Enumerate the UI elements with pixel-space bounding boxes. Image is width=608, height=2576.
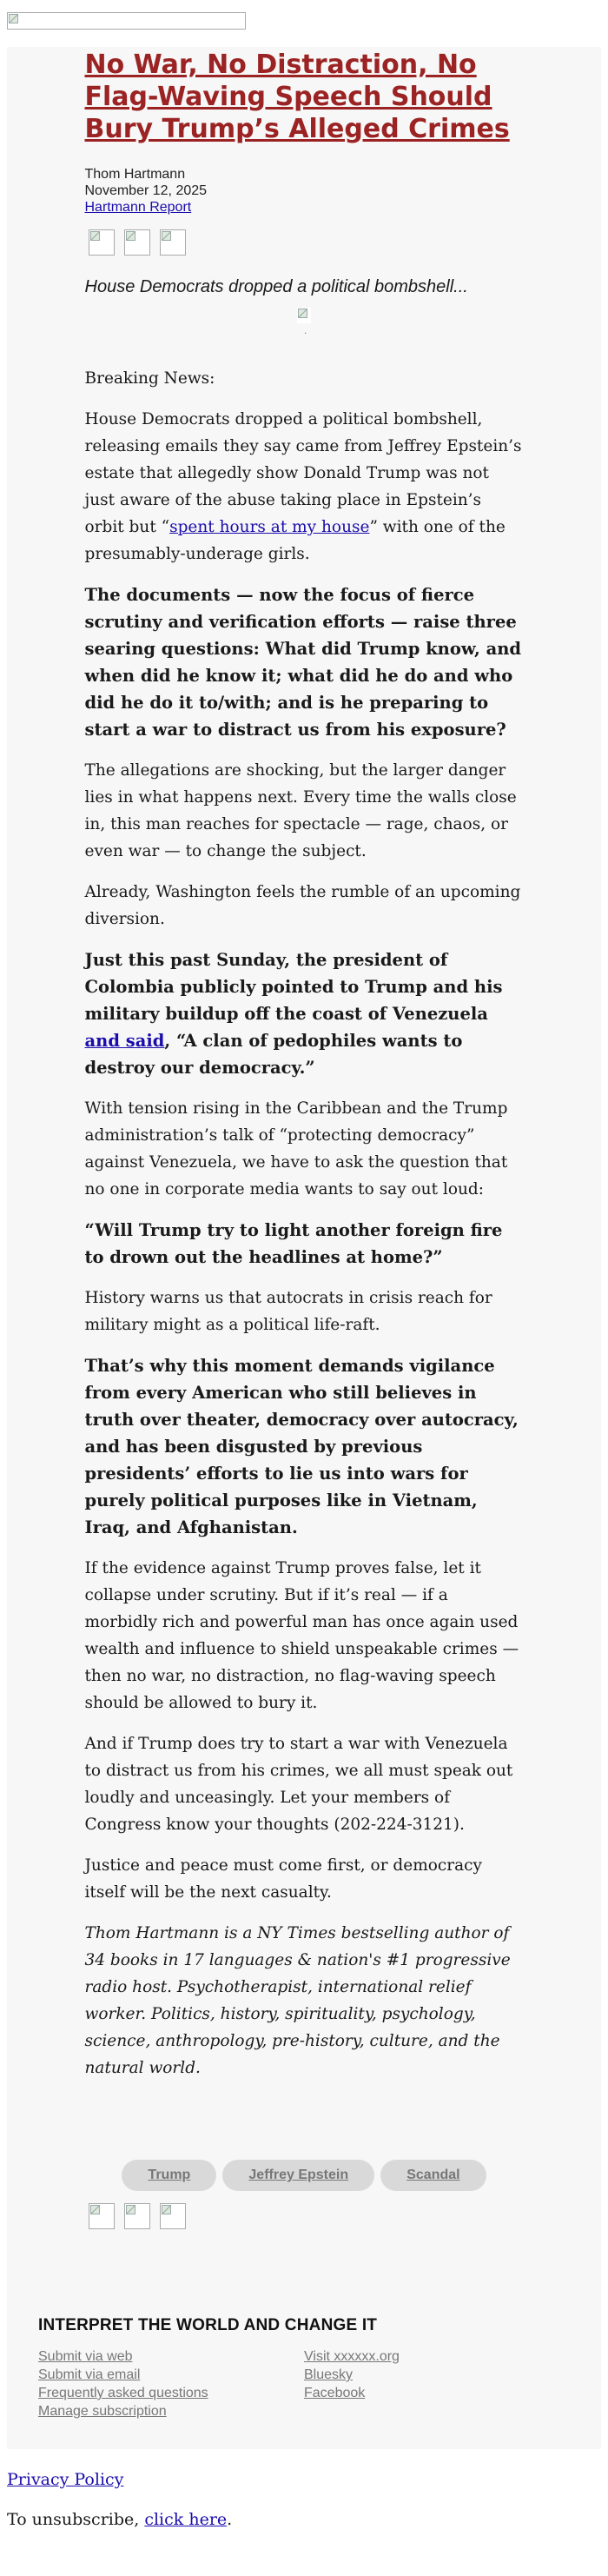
share-email-icon[interactable]: [160, 229, 186, 256]
paragraph: Already, Washington feels the rumble of an upcoming diversion.: [84, 883, 521, 928]
tag-list: [7, 2160, 601, 2191]
article-title-link[interactable]: No War, No Distraction, No Flag-Waving Speech Should Bury Trump’s Alleged Crimes: [84, 50, 510, 144]
paragraph: That’s why this moment demands vigilance from every American who still believes in truth over theater, democracy over autocracy, and has been disgusted by previous presidents’ efforts to lie us into wars for purely political purposes like in Vietnam, Iraq, and Afghanistan.: [84, 1356, 519, 1537]
tag-scandal[interactable]: Scandal: [380, 2160, 486, 2191]
broken-image-icon: [297, 308, 311, 323]
text-span: House Democrats dropped a political bombshell, releasing emails they say came from Jeffrey Epstein’s estate that allegedly show Donald Trump was not just aware of the abuse taking place in Epstein’s orbit but “: [84, 410, 522, 536]
and-said-link[interactable]: and said: [84, 1031, 165, 1051]
publication-link[interactable]: Hartmann Report: [84, 200, 192, 215]
legal-footer: [0, 2449, 608, 2576]
article-body: [85, 365, 524, 2081]
article-subtitle: House Democrats dropped a political bombshell...: [84, 277, 468, 296]
unsubscribe-text: [7, 2510, 601, 2529]
paragraph: Justice and peace must come first, or democracy itself will be the next casualty.: [84, 1856, 482, 1902]
paragraph: And if Trump does try to start a war with Venezuela to distract us from his crimes, we all must speak out loudly and unceasingly. Let your members of Congress know your thoughts (202-224-3121).: [84, 1735, 513, 1834]
article: [85, 47, 524, 2081]
privacy-policy-link[interactable]: Privacy Policy: [7, 2470, 124, 2489]
facebook-link[interactable]: Facebook: [304, 2386, 366, 2400]
email-body: [7, 47, 601, 2449]
image-caption-dot: .: [304, 327, 307, 336]
paragraph: The allegations are shocking, but the larger danger lies in what happens next. Every time the walls close in, this man reaches for spectacle — rage, chaos, or even war — to change the subject.: [84, 761, 517, 860]
bluesky-link[interactable]: Bluesky: [304, 2367, 354, 2382]
submit-via-web-link[interactable]: Submit via web: [38, 2349, 133, 2364]
spent-hours-link[interactable]: spent hours at my house: [169, 518, 370, 536]
paragraph: “Will Trump try to light another foreign fire to drown out the headlines at home?”: [84, 1220, 503, 1267]
paragraph: If the evidence against Trump proves false, let it collapse under scrutiny. But if it’s real — if a morbidly rich and powerful man has once again used wealth and influence to shield unspeakable crimes — then no war, no distraction, no flag-waving speech should be allowed to bury it.: [84, 1559, 519, 1712]
paragraph: History warns us that autocrats in crisis reach for military might as a political life-raft.: [84, 1289, 492, 1334]
paragraph: The documents — now the focus of fierce scrutiny and verification efforts — raise three searing questions: What did Trump know, and when did he know it; what did he do and who did he do it to/with; and is he preparing to start a war to distract us from his exposure?: [84, 585, 522, 740]
hero-image: [85, 308, 524, 334]
footer-links-left: [38, 2347, 304, 2420]
paragraph: With tension rising in the Caribbean and the Trump administration’s talk of “protecting democracy” against Venezuela, we have to ask the question that no one in corporate media wants to say out loud:: [84, 1099, 508, 1198]
byline: [85, 166, 524, 216]
share-facebook-icon[interactable]: [89, 2203, 115, 2229]
visit-site-link[interactable]: Visit xxxxxx.org: [304, 2349, 400, 2364]
author-bio: Thom Hartmann is a NY Times bestselling author of 34 books in 17 languages & nation's #1 progressive radio host. Psychotherapist, international relief worker. Politics, history, spirituality, psychology, science, anthropology, pre-history, culture, and the natural world.: [84, 1924, 511, 2077]
faq-link[interactable]: Frequently asked questions: [38, 2386, 208, 2400]
text-span: Just this past Sunday, the president of Colombia publicly pointed to Trump and his military buildup off the coast of Venezuela: [84, 950, 503, 1024]
text-span: .: [227, 2510, 233, 2529]
publish-date: November 12, 2025: [84, 183, 208, 198]
text-span: , “A clan of pedophiles wants to destroy our democracy.”: [84, 1031, 463, 1078]
submit-via-email-link[interactable]: Submit via email: [38, 2367, 141, 2382]
manage-subscription-link[interactable]: Manage subscription: [38, 2404, 167, 2419]
paragraph: Breaking News:: [84, 369, 215, 388]
footer-links-right: [304, 2347, 570, 2420]
author-name: Thom Hartmann: [84, 167, 186, 182]
paragraph: [85, 946, 524, 1081]
paragraph: [85, 406, 524, 568]
share-facebook-icon[interactable]: [89, 229, 115, 256]
footer-heading: INTERPRET THE WORLD AND CHANGE IT: [38, 2316, 378, 2334]
share-twitter-icon[interactable]: [124, 2203, 150, 2229]
share-email-icon[interactable]: [160, 2203, 186, 2229]
share-twitter-icon[interactable]: [124, 229, 150, 256]
unsubscribe-link[interactable]: click here: [144, 2510, 228, 2529]
tag-jeffrey-epstein[interactable]: Jeffrey Epstein: [222, 2160, 374, 2191]
share-icons-top: [85, 229, 524, 256]
header-banner-image: [7, 12, 246, 30]
footer: [7, 2229, 601, 2448]
text-span: To unsubscribe,: [7, 2510, 145, 2529]
tag-trump[interactable]: Trump: [122, 2160, 216, 2191]
share-icons-bottom: [85, 2203, 524, 2229]
text-span: ” with one of the presumably-underage girls.: [84, 518, 506, 563]
